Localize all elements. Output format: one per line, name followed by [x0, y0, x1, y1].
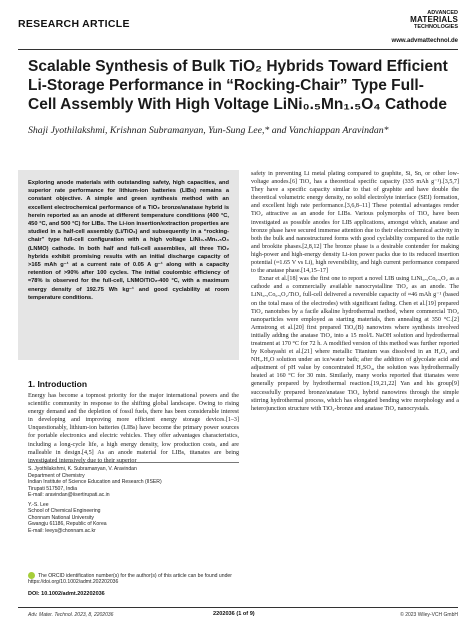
paper-title: Scalable Synthesis of Bulk TiO₂ Hybrids Toward Efficient Li-Storage Performance in “Rocking-Chair” Type Full-Cell Assembly With High Voltage LiNi₀.₅Mn₁.₅O₄ Cathode	[28, 58, 448, 113]
footer-copyright: © 2023 Wiley-VCH GmbH	[400, 612, 458, 618]
orcid-icon	[28, 572, 35, 579]
page-header	[18, 10, 458, 48]
author-list: Shaji Jyothilakshmi, Krishnan Subramanyan, Yun-Sung Lee,* and Vanchiappan Aravindan*	[28, 125, 389, 136]
logo-line-technologies: TECHNOLOGIES	[413, 24, 458, 30]
abstract-box	[18, 170, 239, 360]
orcid-text[interactable]: The ORCID identification number(s) for the author(s) of this article can be found under https://doi.org/10.1002/admt.202202036	[28, 572, 232, 586]
section-heading-introduction: 1. Introduction	[28, 379, 88, 389]
right-column-paragraph-2: Exnar et al.[18] was the first one to report a novel LIB using LiNi₀.₅Co₀.₅O₂ as a cathode and a commercially available nanocrystalline TiO₂ as an anode. The LiNi₀.₅Co₀.₅O₂/TiO₂ full-cell delivered a reversible capacity of ≈46 mAh g⁻¹ (based on the total mass of the electrodes) with significant fading. Chen et al.[19] prepared TiO₂ nanotubes by a facile alkaline hydrothermal method, where commercial TiO₂ nanoparticles were employed as starting materials, then annealing at 350 °C.[2] Armstrong et al.[20] first prepared TiO₂(B) nanowires where synthesis involved initially adding the anatase TiO₂ into a 15 mol/L NaOH solution and hydrothermal treatment at 170 °C for 72 h. A modified version of this method was further reported by Kobayashi et al.[21] where metallic Titanium was dissolved in an H₂O₂ and NH₃.H₂O solution under an ice/water bath; after the addition of glycolate acid and adjustment of pH value by concentrated H₂SO₄, the solution was hydrothermally heated at 160 °C for 30 min. Similarly, many works reported that titanates were generally prepared by hydrothermal reaction.[19,21,22] Yan and his group[9] successfully prepared bronze/anatase TiO₂ hybrid nanowires through the simple stirring hydrothermal process, which has elongated bending wire morphology and a heterojunction structure with TiO₂-bronze and anatase TiO₂ nanocrystals.	[251, 276, 459, 412]
right-column-paragraph-1: safety in preventing Li metal plating compared to graphite, Si, Sn, or other low-voltage anodes.[6] TiO₂ has a theoretical specific capacity (335 mAh g⁻¹).[3,5,7] They have a specific capacity similar to that of graphite and have double the theoretical volumetric energy density, no solid electrolyte interface (SEI) formation, and excellent high rate performance.[3,6,8–11] These potential advantages render TiO₂ attractive as an anode for LIBs. Various polymorphs of TiO₂ have been investigated as possible anodes for LIB applications, amongst which, anatase and bronze phase have secured immense attention due to their electrochemical activity in both the bulk and nanostructured forms with good cyclability compared to the rutile and brookite phases.[2,8,12] The bronze phase is a desirable contender for making high-power and high-energy density Li-ion power packs due to its reduced insertion potential (≈1.65 V vs Li), high reversibility, and high current performance compared to the anatase phase.[14,15–17]	[251, 171, 459, 275]
affiliation-iiser: S. Jyothilakshmi, K. Subramanyan, V. Aravindan Department of Chemistry Indian Institute of Science Education and Research (IISER) Tirupati 517507, India E-mail: aravindan@iisertirupati.ac.in	[28, 466, 162, 498]
footer-page-number: 2202036 (1 of 9)	[213, 611, 255, 617]
journal-logo	[410, 10, 458, 30]
orcid-note	[28, 572, 239, 586]
affiliation-chonnam: Y.-S. Lee School of Chemical Engineering Chonnam National University Gwangju 61186, Republic of Korea E-mail: leeys@chonnam.ac.kr	[28, 501, 107, 534]
introduction-text: Energy has become a topmost priority for the major international powers and the scientific community in response to the shifting global landscape. Owing to rising energy demand and the depletion of fossil fuels, there has been considerable interest in developing and improving more efficient energy storage devices.[1–3] Unquestionably, lithium-ion batteries (LIBs) have become the primary power sources for portable electronics and electric vehicles. They offer advantages characteristics, including a long-cycle life, a high energy density, low production costs, and are malleable in design.[4,5] As an anode material for LIBs, titanates are being investigated intensively due to their superior	[28, 393, 239, 464]
footer-divider	[18, 607, 458, 608]
abstract-text: Exploring anode materials with outstanding safety, high capacities, and superior rate performance for lithium-ion batteries (LIBs) remains a constant objective. A simple and green synthesis method with an excellent electrochemical performance of a TiO₂ bronze/anatase hybrid is herein reported as an anode at different temperature conditions (400 °C, 450 °C, and 500 °C) for LIBs. The Li-ion insertion/extraction properties are studied in a half-cell assembly (Li/TiO₂) and subsequently in a “rocking-chair” type full-cell configuration with a high voltage LiNi₀.₅Mn₁.₅O₄ (LNMO) cathode. In both half and full-cell assemblies, all three TiO₂ hybrids exhibit promising results with an initial discharge capacity of >165 mAh g⁻¹ at a current rate of 0.05 A g⁻¹ along with a capacity retention of >90% after 100 cycles. The initial coulombic efficiency of ≈78% is observed for the full-cell, LNMO/TiO₂-400 °C, with a maximum energy density of 192.75 Wh kg⁻¹ and good cyclability at room temperature conditions.	[28, 180, 229, 301]
logo-line-materials: MATERIALS	[410, 15, 458, 24]
affiliation-block	[28, 466, 239, 537]
logo-line-advanced: ADVANCED	[427, 10, 458, 16]
journal-url-link[interactable]: www.advmattechnol.de	[391, 38, 458, 44]
affiliation-divider	[28, 462, 239, 463]
article-type-label: RESEARCH ARTICLE	[18, 18, 130, 30]
right-column	[251, 170, 459, 413]
doi-label[interactable]: DOI: 10.1002/admt.202202036	[28, 591, 105, 597]
header-divider	[18, 49, 458, 50]
footer-citation: Adv. Mater. Technol. 2023, 8, 2202036	[28, 612, 114, 618]
